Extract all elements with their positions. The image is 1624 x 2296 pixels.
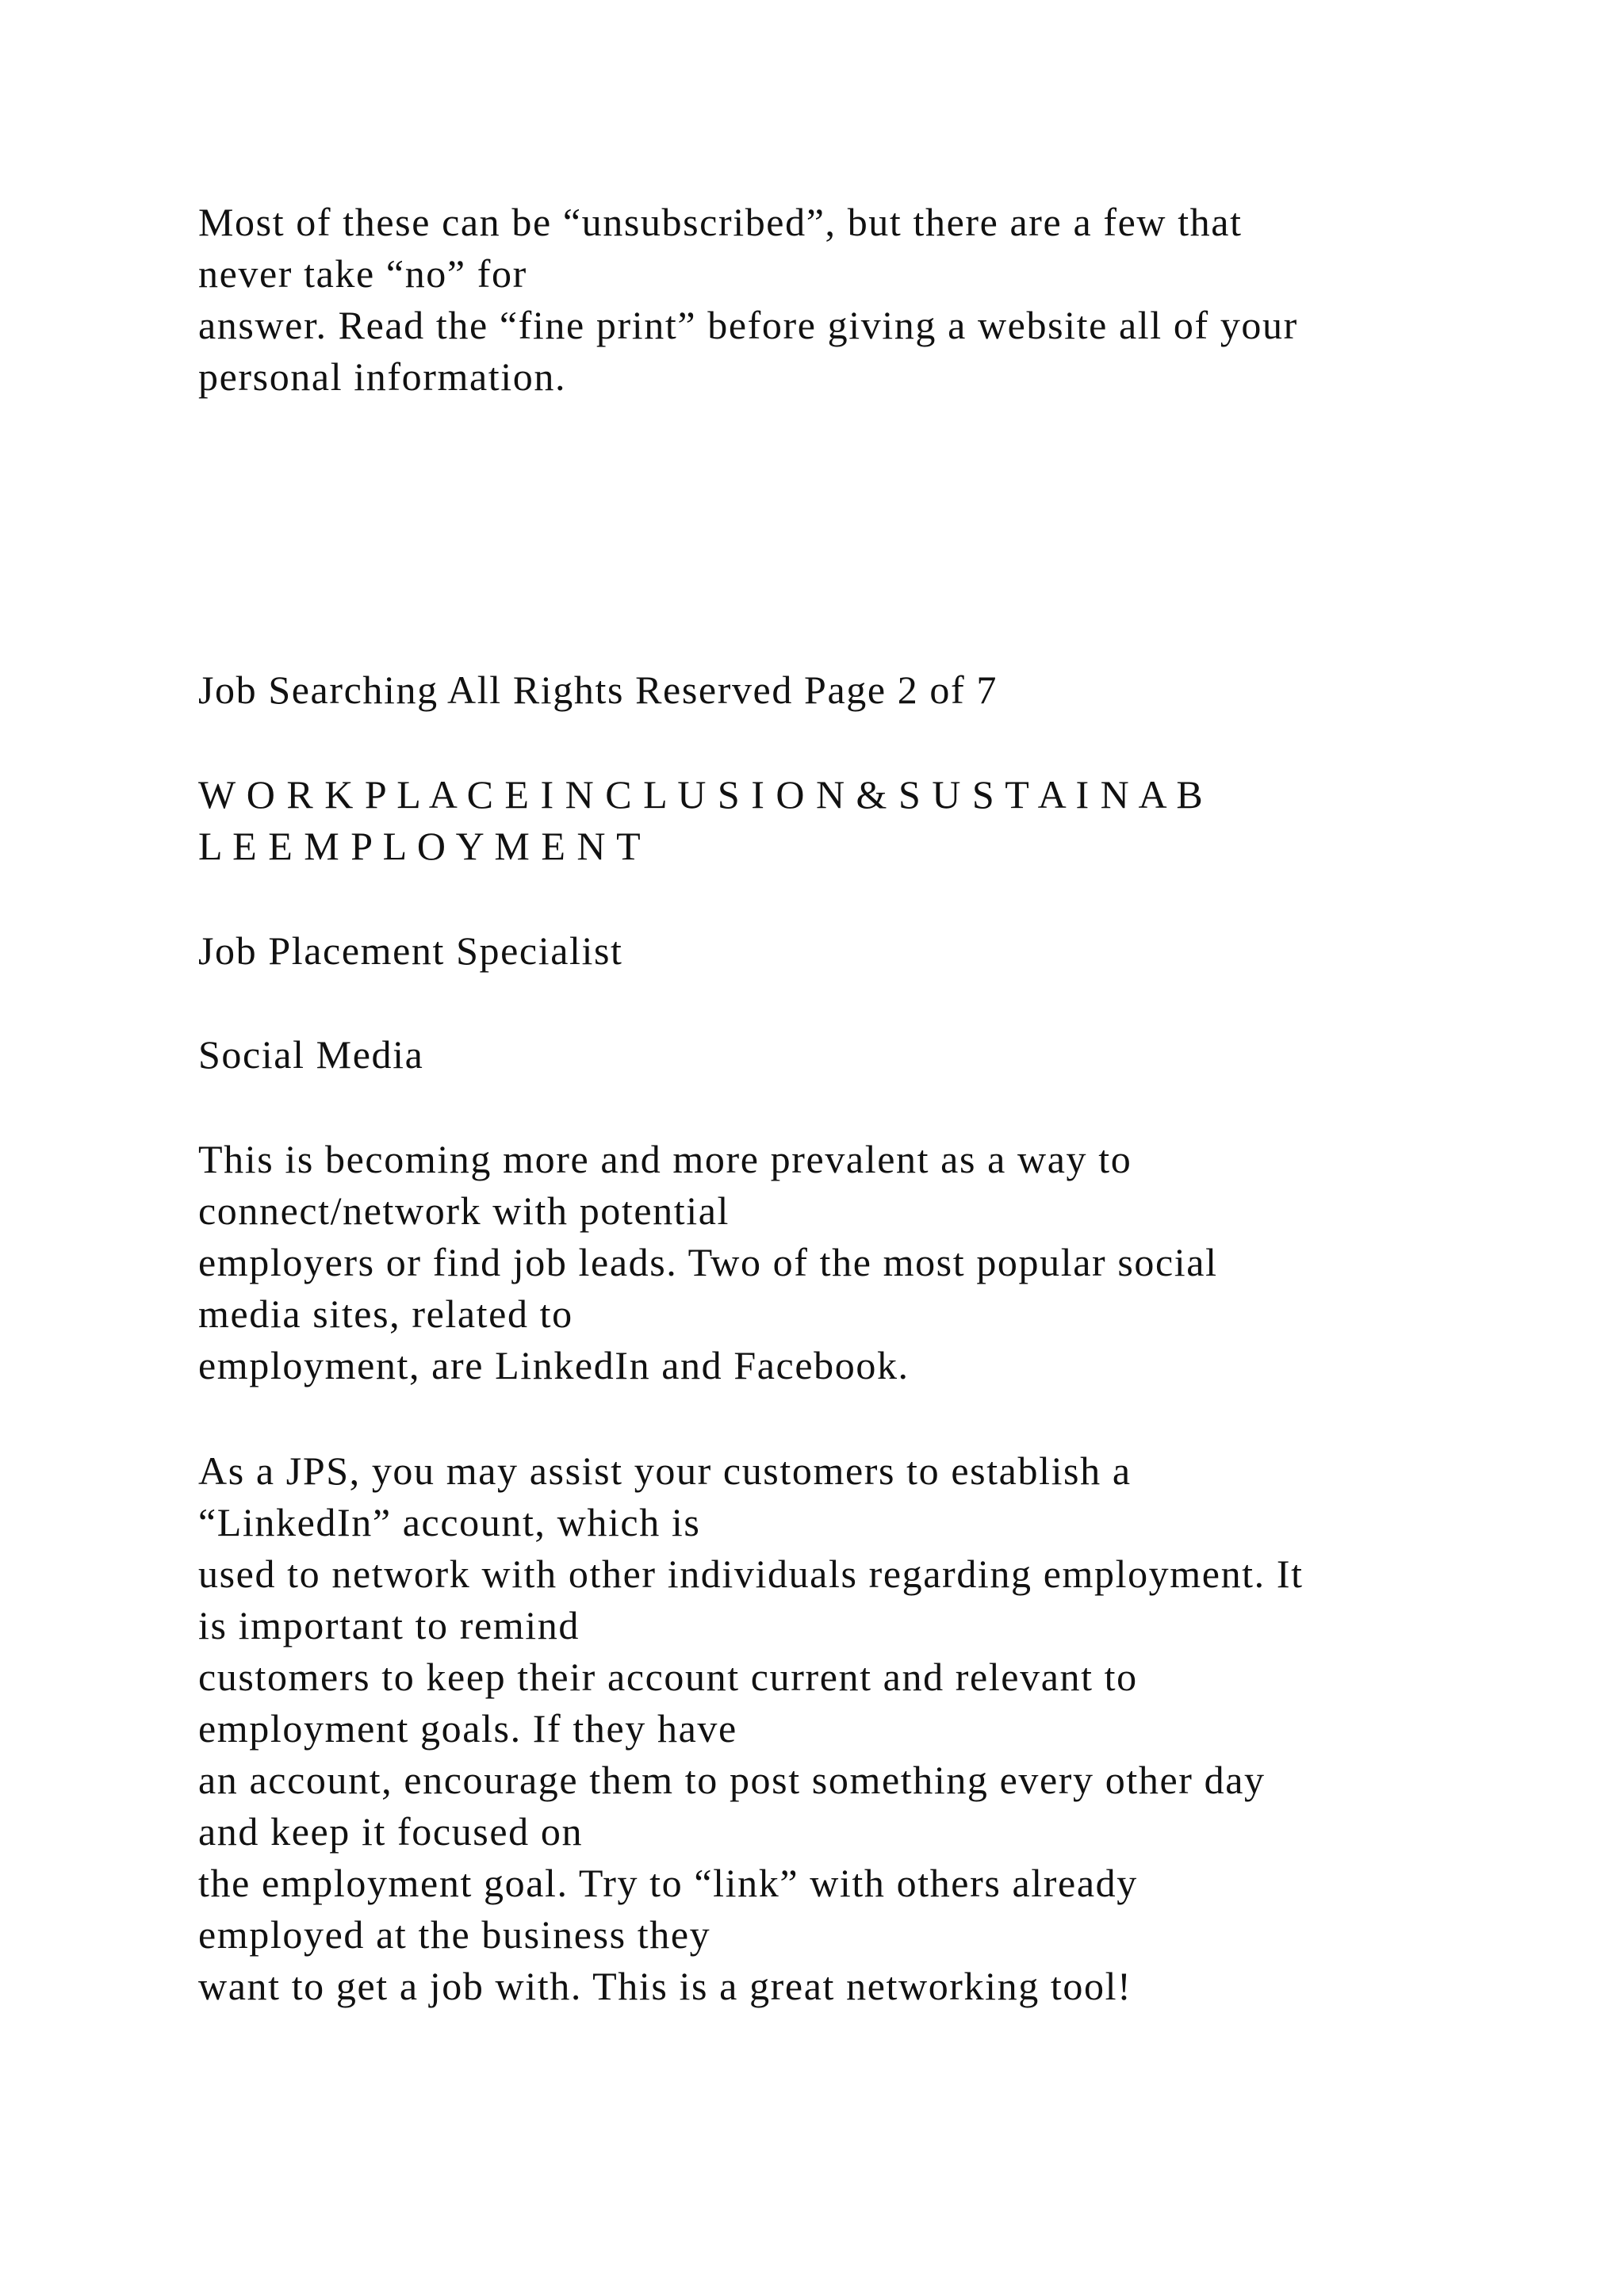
intro-line-4: personal information. bbox=[198, 354, 567, 399]
paragraph-2-line-2: “LinkedIn” account, which is bbox=[198, 1500, 701, 1544]
document-header bbox=[198, 769, 1515, 872]
role-title-text: Job Placement Specialist bbox=[198, 928, 623, 973]
paragraph-2-line-1: As a JPS, you may assist your customers to establish a bbox=[198, 1448, 1132, 1493]
page-footer bbox=[198, 664, 1515, 716]
paragraph-2-line-9: the employment goal. Try to “link” with others already bbox=[198, 1861, 1138, 1905]
page-footer-text: Job Searching All Rights Reserved Page 2 of 7 bbox=[198, 668, 998, 712]
paragraph-social-media-intro bbox=[198, 1134, 1515, 1391]
paragraph-2-line-10: employed at the business they bbox=[198, 1912, 711, 1957]
header-line-1: W O R K P L A C E I N C L U S I O N & S U S T A I N A B bbox=[198, 772, 1204, 817]
paragraph-2-line-4: is important to remind bbox=[198, 1603, 580, 1647]
section-heading-text: Social Media bbox=[198, 1032, 424, 1077]
paragraph-2-line-11: want to get a job with. This is a great networking tool! bbox=[198, 1964, 1132, 2008]
paragraph-2-line-6: employment goals. If they have bbox=[198, 1706, 737, 1751]
paragraph-1-line-3: employers or find job leads. Two of the most popular social bbox=[198, 1240, 1218, 1284]
paragraph-2-line-8: and keep it focused on bbox=[198, 1809, 584, 1854]
paragraph-1-line-4: media sites, related to bbox=[198, 1292, 573, 1336]
paragraph-1-line-1: This is becoming more and more prevalent as a way to bbox=[198, 1137, 1132, 1181]
paragraph-2-line-3: used to network with other individuals regarding employment. It bbox=[198, 1552, 1304, 1596]
intro-paragraph bbox=[198, 197, 1515, 403]
paragraph-1-line-5: employment, are LinkedIn and Facebook. bbox=[198, 1343, 910, 1387]
intro-line-3: answer. Read the “fine print” before giving a website all of your bbox=[198, 303, 1298, 347]
intro-line-2: never take “no” for bbox=[198, 251, 527, 296]
role-title bbox=[198, 925, 1515, 977]
paragraph-1-line-2: connect/network with potential bbox=[198, 1188, 730, 1233]
intro-line-1: Most of these can be “unsubscribed”, but there are a few that bbox=[198, 200, 1243, 244]
header-line-2: L E E M P L O Y M E N T bbox=[198, 824, 642, 868]
paragraph-2-line-7: an account, encourage them to post something every other day bbox=[198, 1758, 1266, 1802]
paragraph-2-line-5: customers to keep their account current and relevant to bbox=[198, 1655, 1138, 1699]
section-heading bbox=[198, 1029, 1515, 1081]
paragraph-linkedin bbox=[198, 1445, 1515, 2012]
